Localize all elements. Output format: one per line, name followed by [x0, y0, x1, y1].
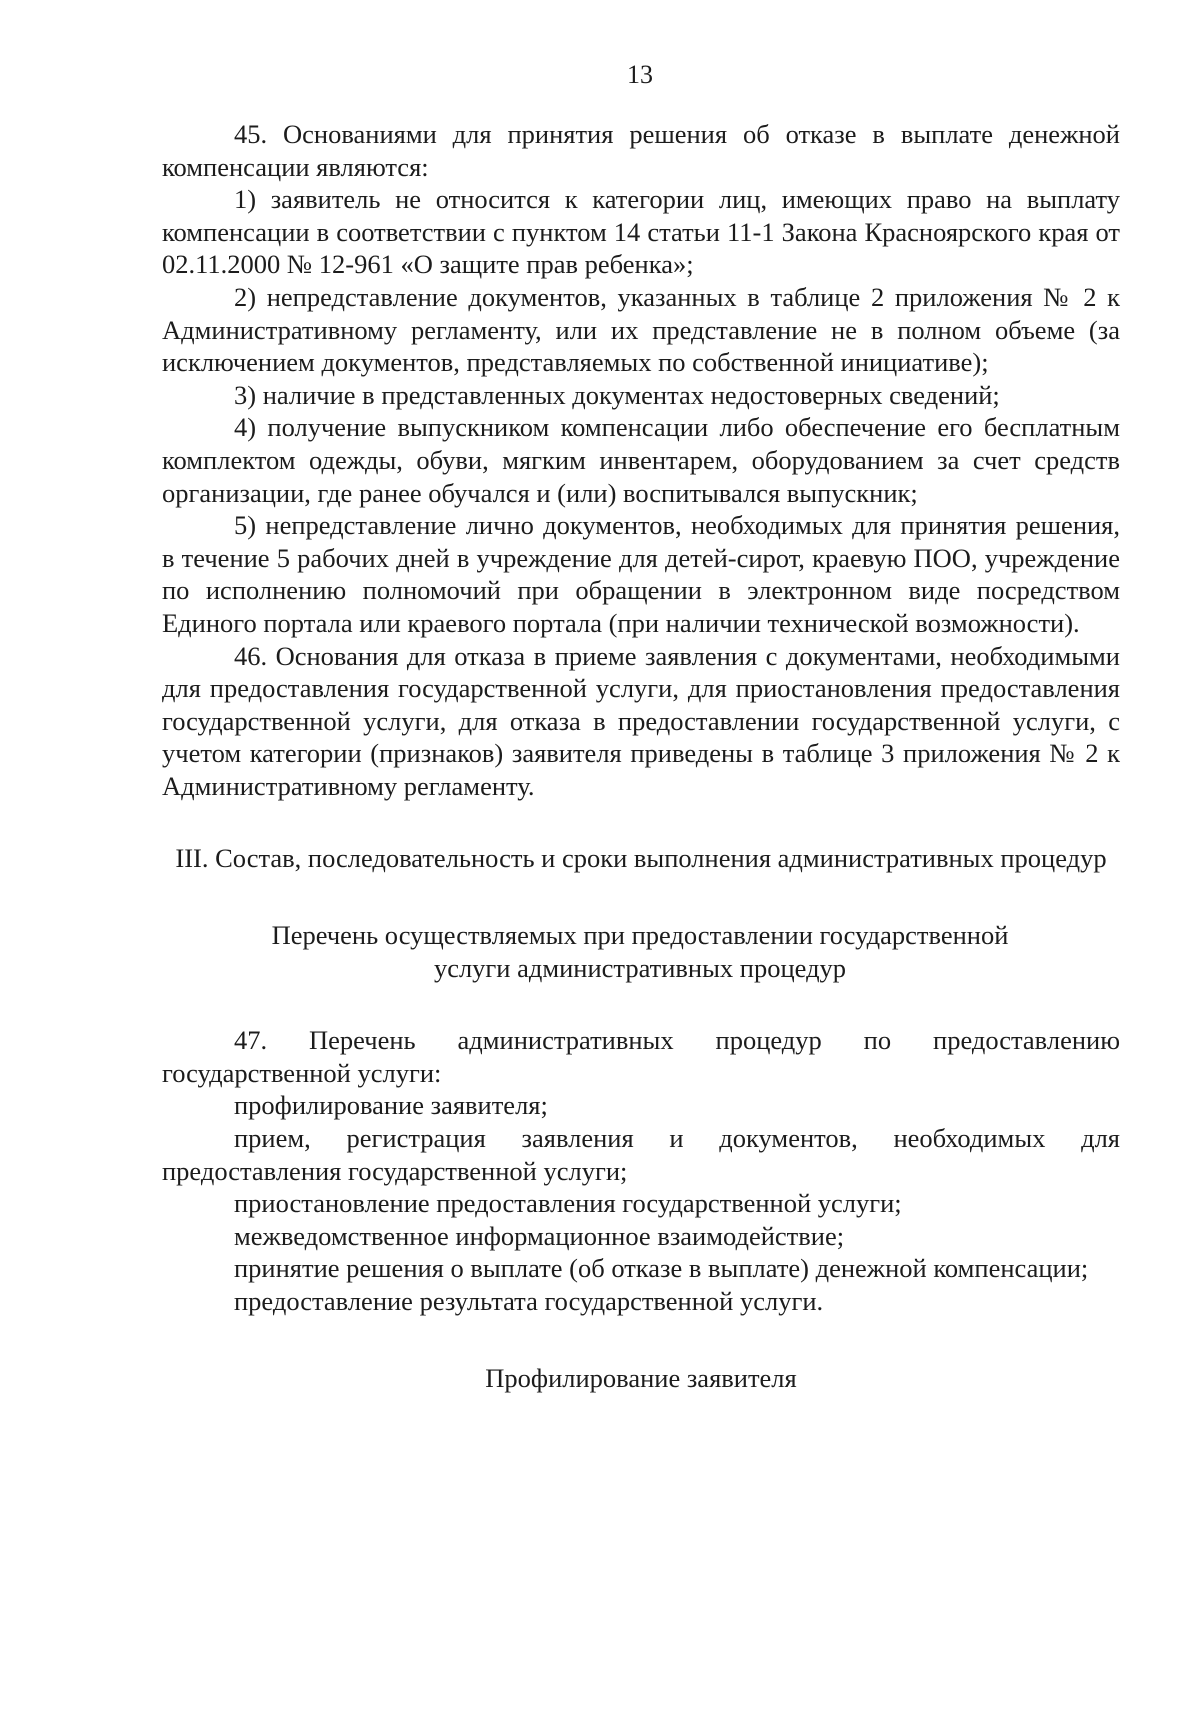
paragraph-45: 45. Основаниями для принятия решения об отказе в выплате денежной компенсации являются: — [162, 119, 1120, 182]
procedure-item-4: межведомственное информационное взаимодействие; — [234, 1220, 845, 1251]
procedure-item-6: предоставление результата государственной услуги. — [234, 1286, 824, 1316]
paragraph-45-item-1: 1) заявитель не относится к категории лиц, имеющих право на выплату компенсации в соответствии с пунктом 14 статьи 11-1 Закона Красноярского края от 02.11.2000 № 12-961 «О защите прав ребенка»; — [162, 184, 1120, 280]
procedure-item-2: прием, регистрация заявления и документов, необходимых для предоставления государственной услуги; — [162, 1123, 1120, 1186]
paragraph-45-item-2: 2) непредставление документов, указанных в таблице 2 приложения № 2 к Административному регламенту, или их представление не в полном объеме (за исключением документов, представляемых по собственной инициативе); — [162, 281, 1120, 378]
document-body — [162, 118, 1120, 1394]
procedure-item-1: профилирование заявителя; — [234, 1090, 548, 1121]
paragraph-46: 46. Основания для отказа в приеме заявления с документами, необходимыми для предоставления государственной услуги, для приостановления предоставления государственной услуги, для отказа в предоставлении государственной услуги, с учетом категории (признаков) заявителя приведены в таблице 3 приложения № 2 к Административному регламенту. — [162, 640, 1120, 801]
page-number: 13 — [627, 60, 653, 89]
procedure-item-3: приостановление предоставления государственной услуги; — [234, 1188, 902, 1219]
final-heading: Профилирование заявителя — [485, 1362, 797, 1393]
paragraph-47: 47. Перечень административных процедур по предоставлению государственной услуги: — [162, 1025, 1120, 1088]
paragraph-45-item-5: 5) непредставление лично документов, необходимых для принятия решения, в течение 5 рабочих дней в учреждение для детей-сирот, краевую ПОО, учреждение по исполнению полномочий при обращении в электронном виде посредством Единого портала или краевого портала (при наличии технической возможности). — [162, 510, 1120, 638]
subsection-heading: Перечень осуществляемых при предоставлении государственной услуги административных процедур — [271, 920, 1009, 983]
procedure-item-5: принятие решения о выплате (об отказе в выплате) денежной компенсации; — [234, 1253, 1089, 1284]
paragraph-45-item-3: 3) наличие в представленных документах недостоверных сведений; — [234, 379, 1000, 410]
paragraph-45-item-4: 4) получение выпускником компенсации либо обеспечение его бесплатным комплектом одежды, обуви, мягким инвентарем, оборудованием за счет средств организации, где ранее обучался и (или) воспитывался выпускник; — [162, 412, 1120, 508]
section-heading: III. Состав, последовательность и сроки выполнения административных процедур — [175, 843, 1107, 874]
